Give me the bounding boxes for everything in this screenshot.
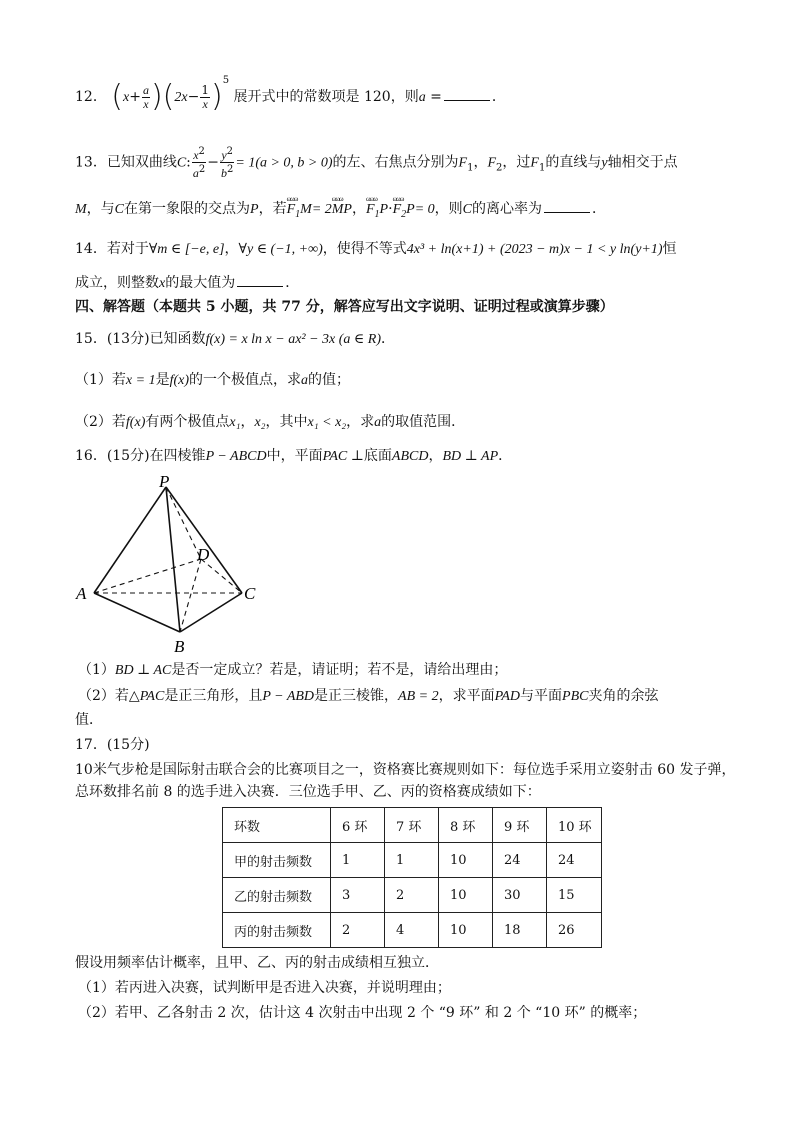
table-header: 10 环 xyxy=(547,808,602,843)
q17-assumption: 假设用频率估计概率，且甲、乙、丙的射击成绩相互独立． xyxy=(75,955,439,971)
paren-close-icon: ) xyxy=(150,79,163,114)
paren-open-icon: ( xyxy=(162,79,175,114)
q13-vector-MP: ωωω MP xyxy=(332,200,352,220)
table-header: 8 环 xyxy=(439,808,493,843)
table-cell: 1 xyxy=(385,843,439,878)
edge-AB xyxy=(94,593,180,632)
q16-pyramid-figure xyxy=(70,474,270,659)
table-cell: 15 xyxy=(547,878,602,913)
section-4-heading: 四、解答题（本题共 5 小题，共 77 分，解答应写出文字说明、证明过程或演算步骤） xyxy=(75,299,614,315)
q13-F1: F xyxy=(458,155,468,171)
q16-part-2-cont: 值． xyxy=(75,712,103,728)
q12-minus: − xyxy=(187,89,200,105)
q14-number: 14． xyxy=(75,241,107,257)
q14-line-2: 成立，则整数x的最大值为 ． xyxy=(75,272,299,294)
table-cell: 10 xyxy=(439,878,493,913)
table-cell: 10 xyxy=(439,913,493,948)
q15-stem: 15．(13分)已知函数f(x) = x ln x − ax² − 3x (a ∈ R)． xyxy=(75,331,396,347)
q12-text: 展开式中的常数项是 120，则 xyxy=(233,89,419,105)
q13-text-a: 已知双曲线 xyxy=(106,154,177,171)
paren-open-icon: ( xyxy=(111,79,123,114)
q13-M: M xyxy=(75,202,87,217)
table-cell: 2 xyxy=(385,878,439,913)
label-D: D xyxy=(197,545,210,564)
q16-part-1: （1）BD ⊥ AC是否一定成立？若是，请证明；若不是，请给出理由； xyxy=(78,662,508,678)
q13-vector-F1M: ωωω $F_1M$ xyxy=(287,200,312,225)
q12-frac-a-over-x: $\frac{a}{x}$ xyxy=(142,82,149,111)
q13-frac-x2-a2: $\frac{x^2}{a^2}$ xyxy=(192,146,206,180)
q12-number: 12． xyxy=(75,89,107,105)
table-cell: 24 xyxy=(493,843,547,878)
q16-number: 16．(15分) xyxy=(75,448,150,464)
q13-C: C xyxy=(176,155,187,171)
table-row xyxy=(223,878,602,913)
q14-forall-m: ∀m ∈ [−e, e] xyxy=(148,242,225,257)
q16-stem: 16．(15分)在四棱锥P − ABCD中，平面PAC ⊥底面ABCD，BD ⊥ AP． xyxy=(75,448,513,464)
q17-score-table xyxy=(222,807,602,948)
q13-frac-y2-b2: $\frac{y^2}{b^2}$ xyxy=(221,146,234,180)
q13-text-c: ，过 xyxy=(502,154,531,171)
q12-exponent: 5 xyxy=(222,75,230,87)
q14-answer-blank[interactable] xyxy=(237,272,283,287)
q12-plus: + xyxy=(129,89,141,105)
edge-PC xyxy=(166,487,242,593)
q15-number: 15．(13分) xyxy=(75,331,150,347)
edge-AD-hidden xyxy=(94,559,201,593)
table-cell: 甲的射击频数 xyxy=(223,843,331,878)
q13-line-1: 13．已知双曲线C: $\frac{x^2}{a^2}$ − $\frac{y^2}{b^2}$ = 1(a > 0, b > 0)的左、右焦点分别为$F_1$，$F_2$，过$F_1$的直线与y轴相交于点 xyxy=(75,146,678,180)
label-P: P xyxy=(159,474,170,491)
edge-BC xyxy=(180,593,242,632)
table-header-row xyxy=(223,808,602,843)
table-cell: 3 xyxy=(331,878,385,913)
table-cell: 26 xyxy=(547,913,602,948)
q13-number: 13． xyxy=(75,154,107,171)
edge-PA xyxy=(94,487,166,593)
q17-para-1: 10米气步枪是国际射击联合会的比赛项目之一，资格赛比赛规则如下：每位选手采用立姿射击 60 发子弹， xyxy=(75,762,736,778)
q12-line xyxy=(75,75,506,114)
q17-number: 17．(15分) xyxy=(75,737,150,753)
table-row xyxy=(223,913,602,948)
table-row xyxy=(223,843,602,878)
q13-text-b: 的左、右焦点分别为 xyxy=(332,154,459,171)
table-header: 环数 xyxy=(223,808,331,843)
label-A: A xyxy=(76,584,87,603)
q14-line-1: 14．若对于∀m ∈ [−e, e]，∀y ∈ (−1, +∞)，使得不等式4x³ + ln(x+1) + (2023 − m)x − 1 < y ln(y+1)恒 xyxy=(75,241,677,257)
q12-answer-blank[interactable] xyxy=(444,86,490,101)
q12-end: ． xyxy=(491,89,506,105)
label-B: B xyxy=(174,637,185,656)
paren-close-icon: ) xyxy=(210,79,223,114)
edge-PB xyxy=(166,487,180,632)
table-cell: 丙的射击频数 xyxy=(223,913,331,948)
table-cell: 1 xyxy=(331,843,385,878)
q13-F2: F xyxy=(487,155,497,171)
q13-line-2: M，与C在第一象限的交点为P，若ωωω $F_1M= 2\omega\omega\omega$ MP，ωωω $F_1P\cdot\omega\omega\omega$ $F_2P= 0$，则C的离心率为 ． xyxy=(75,198,606,225)
q13-condition: = 1(a > 0, b > 0) xyxy=(235,155,333,171)
label-C: C xyxy=(244,584,256,603)
q13-answer-blank[interactable] xyxy=(544,198,590,213)
q16-part-2: （2）若△PAC是正三角形，且P − ABD是正三棱锥，AB = 2，求平面PAD与平面PBC夹角的余弦 xyxy=(78,688,659,704)
table-cell: 2 xyxy=(331,913,385,948)
table-cell: 18 xyxy=(493,913,547,948)
q12-2x: 2x xyxy=(174,90,188,105)
table-cell: 24 xyxy=(547,843,602,878)
table-cell: 10 xyxy=(439,843,493,878)
table-cell: 乙的射击频数 xyxy=(223,878,331,913)
q13-text-e: 轴相交于点 xyxy=(607,154,678,171)
table-header: 9 环 xyxy=(493,808,547,843)
q15-part-1: （1）若x = 1是f(x)的一个极值点，求a的值； xyxy=(75,372,351,388)
q13-vector-F1P: ωωω $F_1P$ xyxy=(366,200,388,225)
q12-equals: = xyxy=(425,89,442,105)
q12-a: a xyxy=(418,90,426,105)
q14-inequality: 4x³ + ln(x+1) + (2023 − m)x − 1 < y ln(y+1) xyxy=(406,242,663,257)
table-cell: 30 xyxy=(493,878,547,913)
q17-part-1: （1）若丙进入决赛，试判断甲是否进入决赛，并说明理由； xyxy=(78,980,451,996)
q17-part-2: （2）若甲、乙各射击 2 次，估计这 4 次射击中出现 2 个 “9 环” 和 2 个 “10 环” 的概率； xyxy=(78,1005,647,1021)
table-cell: 4 xyxy=(385,913,439,948)
q12-x: x xyxy=(123,90,130,105)
q15-function: f(x) = x ln x − ax² − 3x (a ∈ R) xyxy=(205,332,382,347)
q17-para-2: 总环数排名前 8 的选手进入决赛．三位选手甲、乙、丙的资格赛成绩如下： xyxy=(75,784,541,800)
q13-vector-F2P: ωωω $F_2P$ xyxy=(393,200,415,225)
q13-text-d: 的直线与 xyxy=(545,154,602,171)
q14-forall-y: ∀y ∈ (−1, +∞) xyxy=(238,242,323,257)
table-header: 6 环 xyxy=(331,808,385,843)
table-header: 7 环 xyxy=(385,808,439,843)
q15-part-2: （2）若f(x)有两个极值点x₁，x₂，其中x₁ < x₂，求a的取值范围． xyxy=(75,414,466,430)
q12-frac-1-over-x: $\frac{1}{x}$ xyxy=(201,82,209,111)
